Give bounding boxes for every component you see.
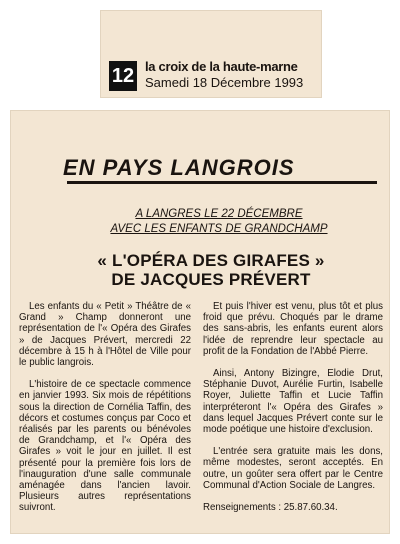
paragraph: L'histoire de ce spectacle commence en janvier 1993. Six mois de répétitions sous la direction de Cornélia Taffin, des décors et costumes conçus par Coco et réalisés par les parents ou bénévoles de Grandchamp, et l'« Opéra des Girafes » voit le jour en juillet. Il est présenté pour la première fois lors de l'inauguration d'une salle communale aménagée dans l'ancien lavoir. Plusieurs autres représentations suivront.: [19, 379, 191, 514]
right-column: [203, 301, 383, 524]
article-kicker: [89, 207, 349, 237]
paragraph: Ainsi, Antony Bizingre, Elodie Drut, Stéphanie Duvot, Aurélie Furtin, Isabelle Royer, Juliette Taffin et Lucie Taffin interpréteront l'« Opéra des Girafes » dans lequel Jacques Prévert conte sur le mode poétique une histoire d'exclusion.: [203, 368, 383, 436]
left-column: [19, 301, 191, 525]
paragraph: Et puis l'hiver est venu, plus tôt et plus froid que prévu. Choqués par le drame des sans-abris, les enfants eurent alors l'idée de reprendre leur spectacle au profit de la Fondation de l'Abbé Pierre.: [203, 301, 383, 357]
article-headline: [51, 251, 371, 289]
issue-date: Samedi 18 Décembre 1993: [145, 75, 304, 90]
kicker-line-2: AVEC LES ENFANTS DE GRANDCHAMP: [110, 223, 328, 235]
masthead-clipping: [100, 10, 322, 98]
section-rubric: EN PAYS LANGROIS: [63, 155, 295, 180]
paragraph: Les enfants du « Petit » Théâtre de « Grand » Champ donneront une représentation de l'« Opéra des Girafes » de Jacques Prévert, mercredi 22 décembre à 15 h à l'Hôtel de Ville pour le public langrois.: [19, 301, 191, 369]
kicker-line-1: A LANGRES LE 22 DÉCEMBRE: [135, 208, 303, 220]
contact-line: Renseignements : 25.87.60.34.: [203, 502, 338, 514]
headline-line-1: « L'OPÉRA DES GIRAFES »: [97, 251, 325, 270]
headline-line-2: DE JACQUES PRÉVERT: [111, 270, 311, 289]
article-clipping: [10, 110, 390, 534]
newspaper-name: la croix de la haute-marne: [145, 59, 298, 74]
page-number: 12: [109, 61, 137, 91]
rubric-underline: [67, 181, 377, 184]
paragraph: L'entrée sera gratuite mais les dons, même modestes, seront acceptés. En outre, un goûter sera offert par le Centre Communal d'Action Sociale de Langres.: [203, 446, 383, 491]
